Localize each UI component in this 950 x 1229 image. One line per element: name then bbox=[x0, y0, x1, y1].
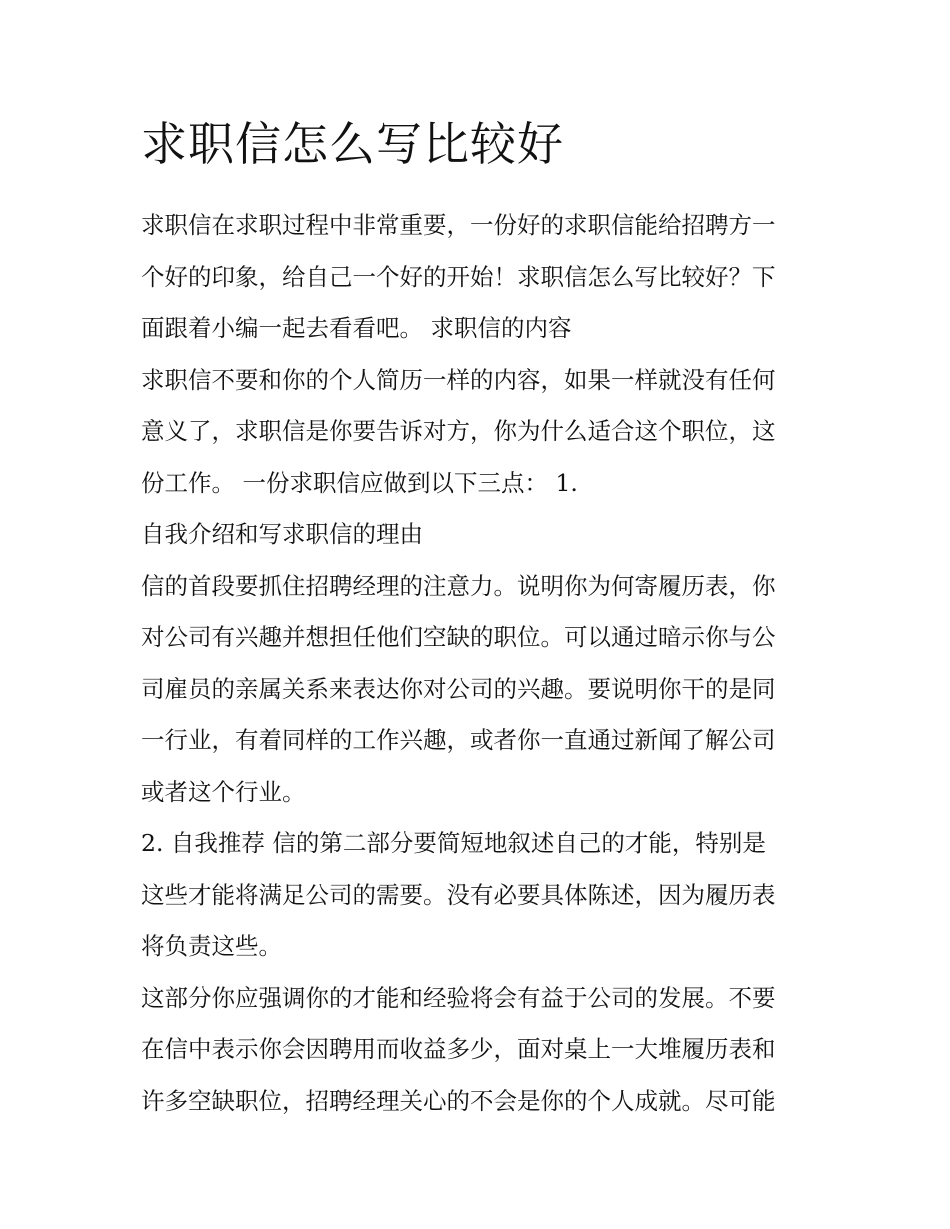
body-line: 意义了，求职信是你要告诉对方，你为什么适合这个职位，这 bbox=[141, 417, 776, 445]
body-line: 对公司有兴趣并想担任他们空缺的职位。可以通过暗示你与公 bbox=[141, 623, 776, 651]
document-page bbox=[141, 112, 813, 1127]
document-body bbox=[141, 200, 813, 1127]
body-line: 面跟着小编一起去看看吧。 求职信的内容 bbox=[141, 314, 572, 342]
body-line: 个好的印象，给自己一个好的开始！求职信怎么写比较好？下 bbox=[141, 262, 776, 291]
body-line: 这部分你应强调你的才能和经验将会有益于公司的发展。不要 bbox=[141, 983, 776, 1012]
section-heading: 自我介绍和写求职信的理由 bbox=[141, 520, 423, 548]
body-line: 这些才能将满足公司的需要。没有必要具体陈述，因为履历表 bbox=[141, 880, 776, 909]
body-line: 司雇员的亲属关系来表达你对公司的兴趣。要说明你干的是同 bbox=[141, 674, 776, 703]
body-line: 2. 自我推荐 信的第二部分要简短地叙述自己的才能，特别是 bbox=[141, 829, 766, 857]
page-title: 求职信怎么写比较好 bbox=[141, 117, 564, 171]
body-line: 一行业，有着同样的工作兴趣，或者你一直通过新闻了解公司 bbox=[141, 726, 776, 754]
body-line: 信的首段要抓住招聘经理的注意力。说明你为何寄履历表，你 bbox=[141, 571, 776, 600]
body-line: 或者这个行业。 bbox=[141, 777, 306, 806]
body-line: 求职信在求职过程中非常重要，一份好的求职信能给招聘方一 bbox=[141, 211, 776, 239]
body-line: 份工作。 一份求职信应做到以下三点： 1. bbox=[141, 468, 578, 497]
body-line: 许多空缺职位，招聘经理关心的不会是你的个人成就。尽可能 bbox=[141, 1086, 776, 1115]
body-line: 将负责这些。 bbox=[141, 932, 282, 960]
body-line: 在信中表示你会因聘用而收益多少，面对桌上一大堆履历表和 bbox=[141, 1035, 776, 1063]
body-line: 求职信不要和你的个人简历一样的内容，如果一样就没有任何 bbox=[141, 365, 776, 394]
